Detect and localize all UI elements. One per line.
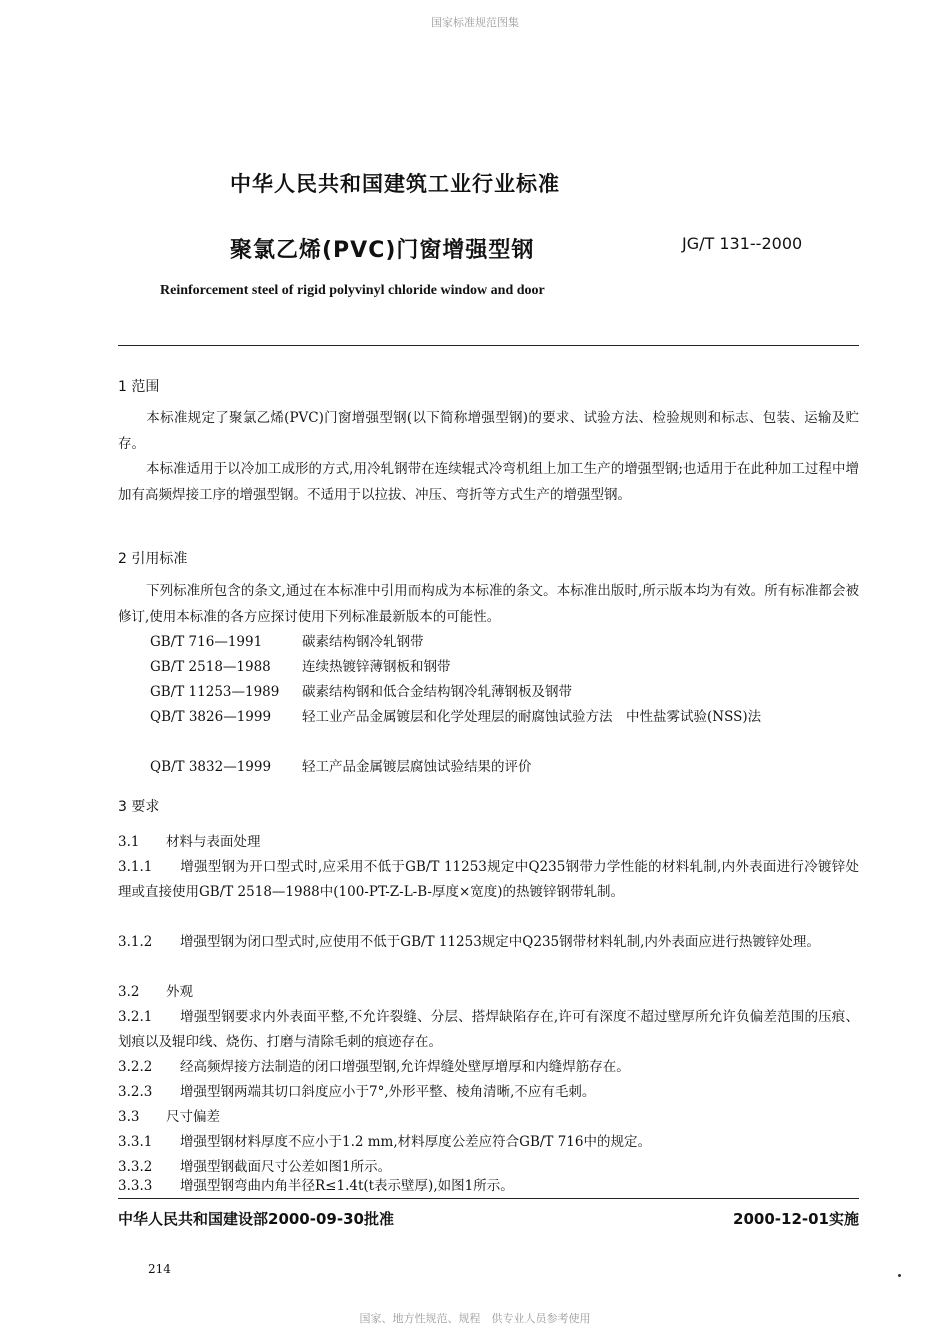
section-2-heading: 2 引用标准 (118, 551, 188, 567)
reference-row (150, 630, 859, 655)
clause-text: 材料与表面处理 (166, 834, 261, 850)
reference-title: 轻工业产品金属镀层和化学处理层的耐腐蚀试验方法 中性盐雾试验(NSS)法 (302, 709, 762, 725)
section-1-paragraph-2 (118, 456, 859, 508)
section-2-paragraph (118, 578, 859, 630)
clause-text: 尺寸偏差 (166, 1109, 220, 1125)
section-1-p2-text: 本标准适用于以冷加工成形的方式,用冷轧钢带在连续辊式冷弯机组上加工生产的增强型钢;也适用于在此种加工过程中增加有高频焊接工序的增强型钢。不适用于以拉拔、冲压、弯折等方式生产的增强型钢。 (118, 461, 859, 503)
reference-title: 碳素结构钢和低合金结构钢冷轧薄钢板及钢带 (302, 684, 572, 700)
reference-title: 轻工产品金属镀层腐蚀试验结果的评价 (302, 759, 532, 775)
footer-divider (118, 1198, 859, 1199)
watermark-bottom: 国家、地方性规范、规程 供专业人员参考使用 (359, 1312, 591, 1325)
header-divider (118, 345, 859, 346)
clause-text: 外观 (166, 984, 193, 1000)
clause-number: 3.1 (118, 834, 140, 850)
reference-title: 连续热镀锌薄钢板和钢带 (302, 659, 451, 675)
section-1-p1-text: 本标准规定了聚氯乙烯(PVC)门窗增强型钢(以下简称增强型钢)的要求、试验方法、检验规则和标志、包装、运输及贮存。 (118, 410, 859, 452)
clause-text: 增强型钢为闭口型式时,应使用不低于GB/T 11253规定中Q235钢带材料轧制,内外表面应进行热镀锌处理。 (180, 934, 820, 950)
clause-3-2-1 (118, 1005, 859, 1055)
clause-text: 增强型钢弯曲内角半径R≤1.4t(t表示壁厚),如图1所示。 (180, 1178, 514, 1194)
reference-row (150, 705, 859, 730)
section-1-heading: 1 范围 (118, 379, 160, 395)
reference-code: QB/T 3826—1999 (150, 709, 272, 725)
clause-number: 3.2.2 (118, 1059, 153, 1075)
clause-3-3-3 (118, 1174, 859, 1199)
clause-number: 3.3 (118, 1109, 140, 1125)
reference-row (150, 680, 859, 705)
clause-text: 经高频焊接方法制造的闭口增强型钢,允许焊缝处壁厚增厚和内缝焊筋存在。 (180, 1059, 630, 1075)
clause-3-2-3 (118, 1080, 859, 1105)
clause-text: 增强型钢材料厚度不应小于1.2 mm,材料厚度公差应符合GB/T 716中的规定。 (180, 1134, 651, 1150)
reference-row (150, 755, 859, 780)
reference-code: GB/T 11253—1989 (150, 684, 280, 700)
clause-number: 3.2.1 (118, 1009, 153, 1025)
reference-row (150, 655, 859, 680)
clause-number: 3.2 (118, 984, 140, 1000)
section-3-heading: 3 要求 (118, 799, 160, 815)
clause-number: 3.1.1 (118, 859, 153, 875)
reference-code: QB/T 3832—1999 (150, 759, 272, 775)
clause-number: 3.3.3 (118, 1178, 153, 1194)
clause-text: 增强型钢为开口型式时,应采用不低于GB/T 11253规定中Q235钢带力学性能的材料轧制,内外表面进行冷镀锌处理或直接使用GB/T 2518—1988中(100-PT-Z-L-B-厚度×宽度)的热镀锌钢带轧制。 (118, 859, 859, 900)
clause-3-1-1 (118, 855, 859, 905)
scan-speck (898, 1274, 901, 1277)
page-number: 214 (148, 1262, 171, 1276)
document-title: 聚氯乙烯(PVC)门窗增强型钢 (230, 238, 535, 263)
clause-number: 3.2.3 (118, 1084, 153, 1100)
section-1-paragraph-1 (118, 405, 859, 457)
reference-code: GB/T 2518—1988 (150, 659, 271, 675)
effective-date: 2000-12-01实施 (733, 1210, 859, 1228)
clause-text: 增强型钢要求内外表面平整,不允许裂缝、分层、搭焊缺陷存在,许可有深度不超过壁厚所允许负偏差范围的压痕、划痕以及辊印线、烧伤、打磨与清除毛刺的痕迹存在。 (118, 1009, 859, 1050)
reference-code: GB/T 716—1991 (150, 634, 263, 650)
reference-title: 碳素结构钢冷轧钢带 (302, 634, 424, 650)
clause-number: 3.3.1 (118, 1134, 153, 1150)
clause-3-2-2 (118, 1055, 859, 1080)
section-2-p1-text: 下列标准所包含的条文,通过在本标准中引用而构成为本标准的条文。本标准出版时,所示版本均为有效。所有标准都会被修订,使用本标准的各方应探讨使用下列标准最新版本的可能性。 (118, 583, 859, 625)
standard-code: JG/T 131--2000 (682, 234, 803, 253)
clause-3-3-1 (118, 1130, 859, 1155)
approval-line: 中华人民共和国建设部2000-09-30批准 (118, 1210, 394, 1228)
clause-number: 3.3.2 (118, 1159, 153, 1175)
watermark-top: 国家标准规范图集 (431, 16, 519, 29)
clause-number: 3.1.2 (118, 934, 153, 950)
clause-text: 增强型钢两端其切口斜度应小于7°,外形平整、棱角清晰,不应有毛刺。 (180, 1084, 596, 1100)
clause-3-2 (118, 980, 859, 1005)
industry-standard-heading: 中华人民共和国建筑工业行业标准 (230, 172, 560, 196)
clause-3-1-2 (118, 930, 859, 955)
english-title: Reinforcement steel of rigid polyvinyl chloride window and door (160, 283, 545, 298)
clause-text: 增强型钢截面尺寸公差如图1所示。 (180, 1159, 392, 1175)
clause-3-1 (118, 830, 859, 855)
clause-3-3 (118, 1105, 859, 1130)
